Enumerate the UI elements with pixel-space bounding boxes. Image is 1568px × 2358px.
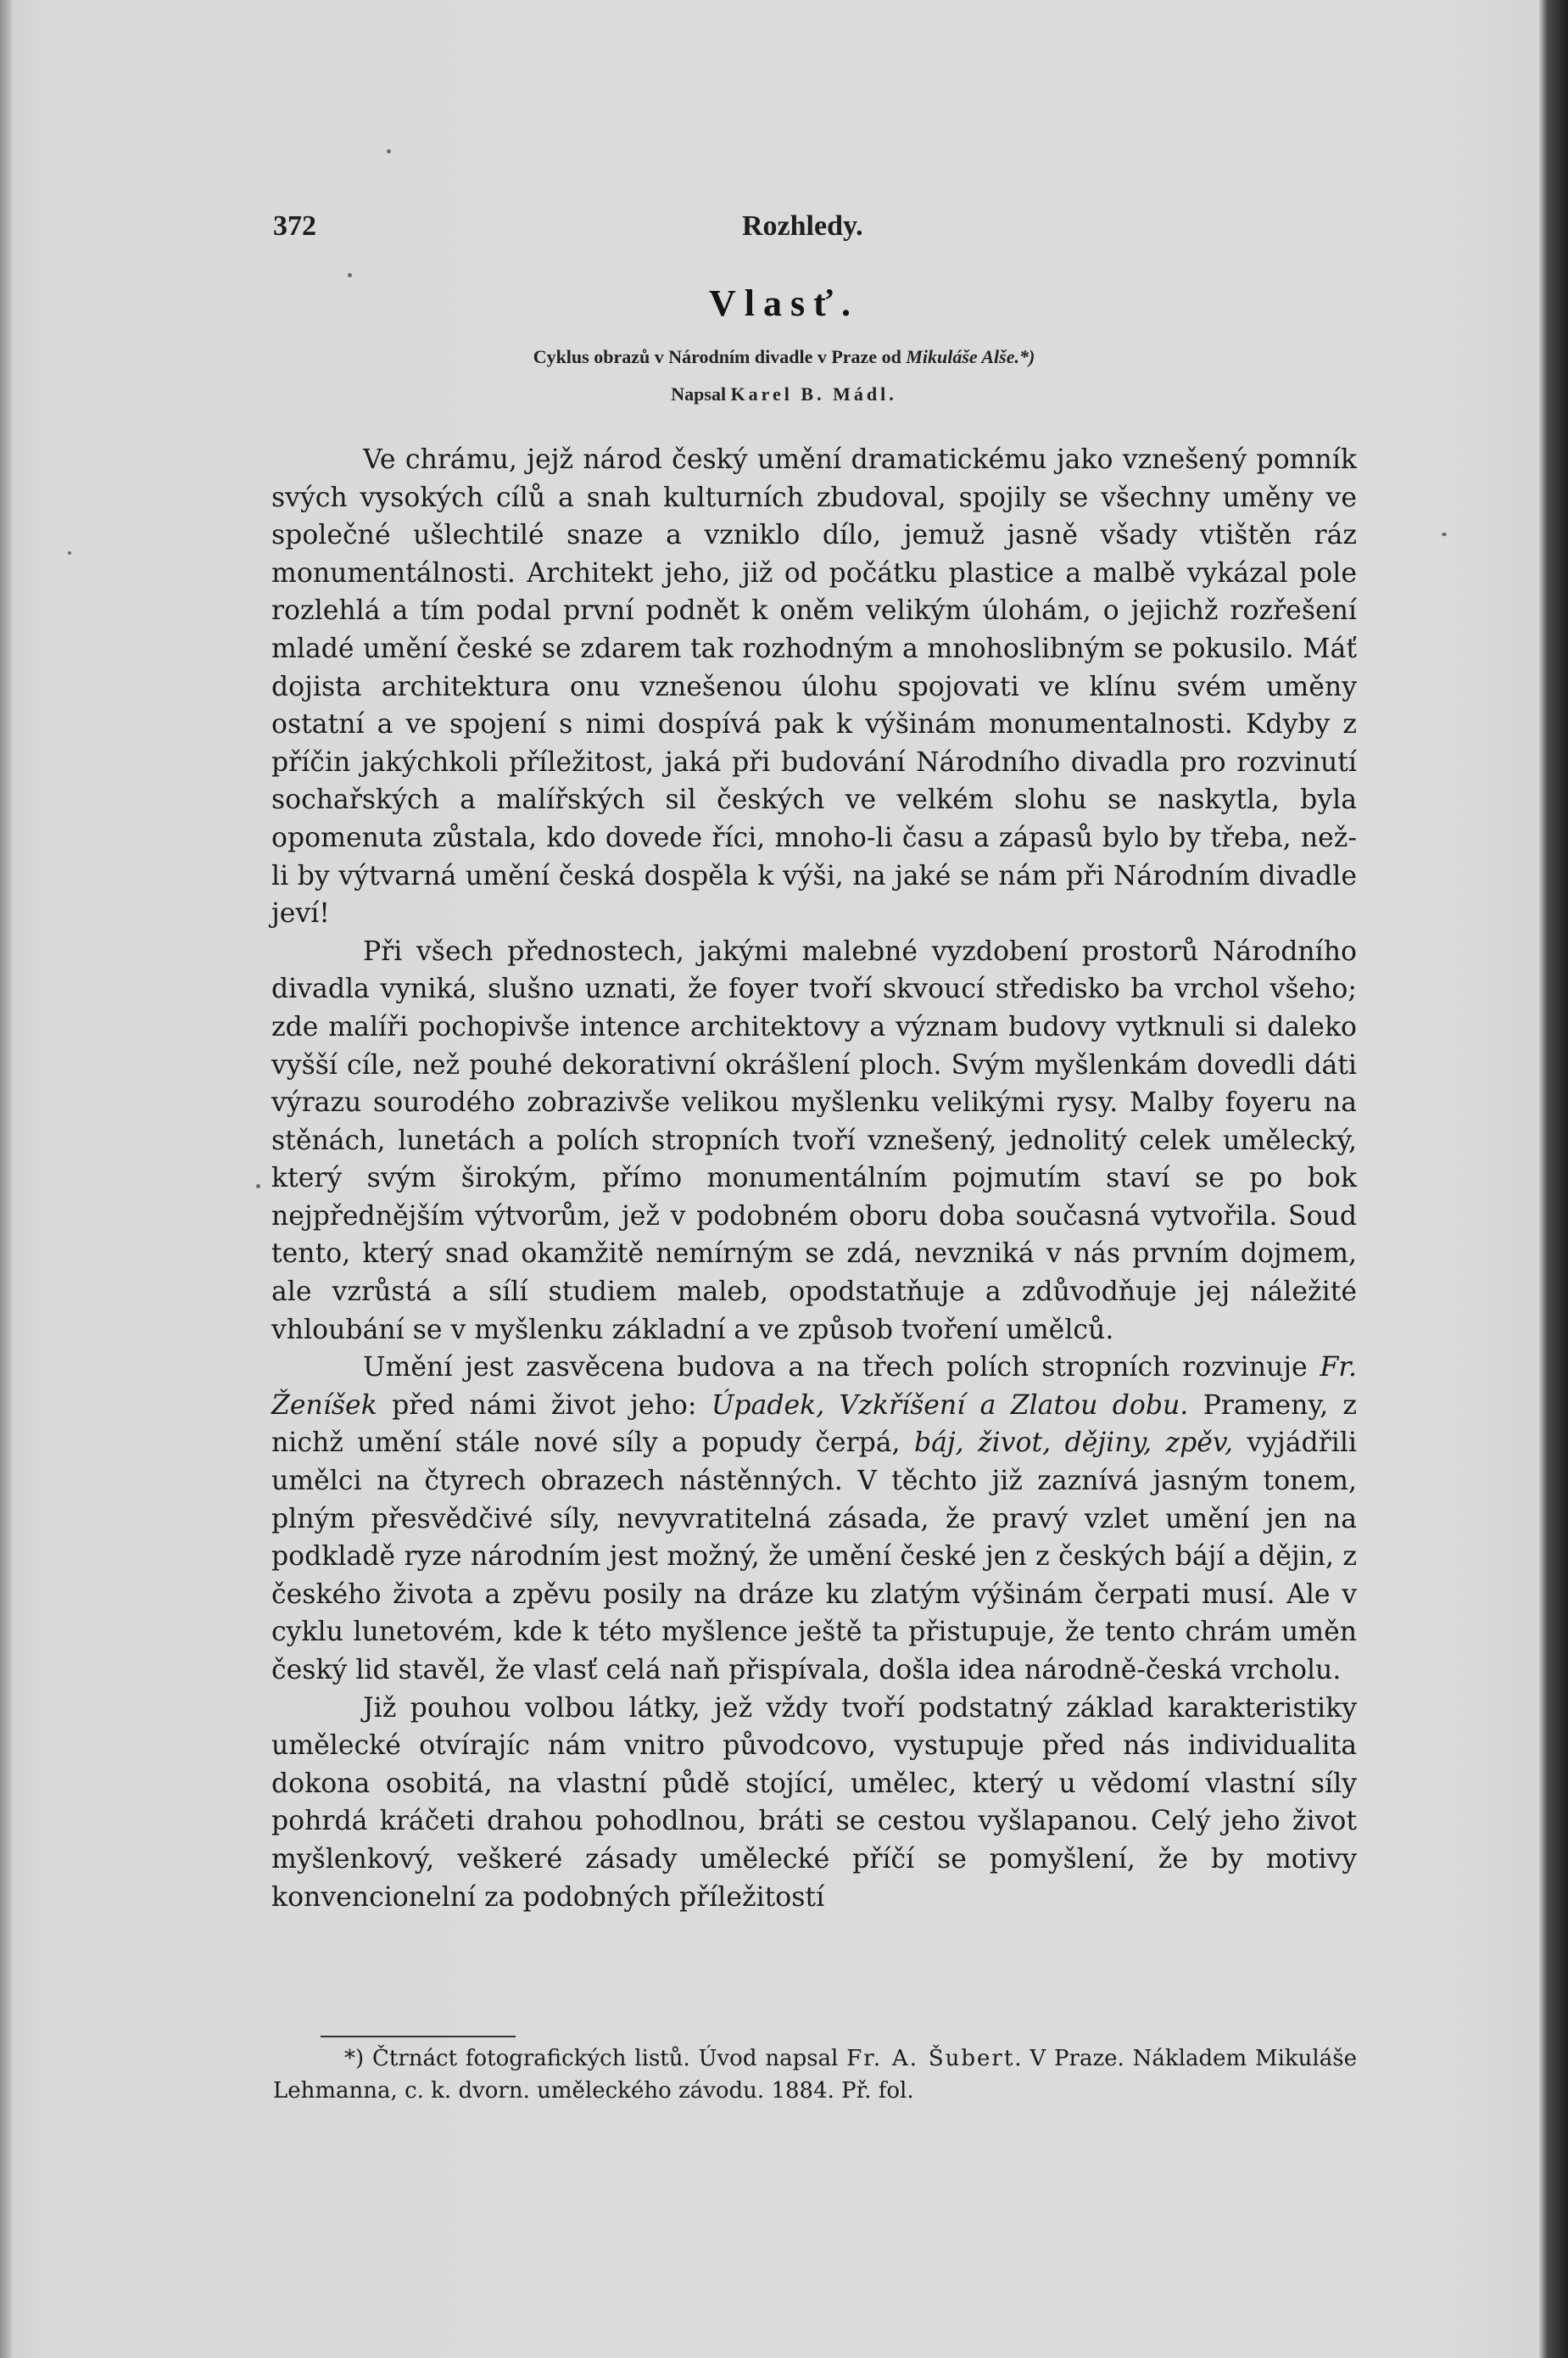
text-run: . V Praze. Nákladem Mikuláše Lehmanna, c. k. dvorn. uměleckého závodu. 1884. Př. fol. (273, 2046, 1357, 2104)
page-number: 372 (273, 210, 316, 242)
subtitle-text: Cyklus obrazů v Národním divadle v Praze od (533, 346, 907, 367)
byline-prefix: Napsal (671, 383, 731, 405)
subtitle-painter: Mikuláše Alše.*) (906, 346, 1035, 367)
article-title: Vlasť. (708, 282, 860, 324)
byline (0, 383, 1568, 405)
italic-run: Fr. Ženíšek (271, 1352, 1357, 1421)
text-run: před námi život jeho: (377, 1389, 711, 1421)
article-subtitle (0, 346, 1568, 368)
dust-speck (1442, 533, 1447, 536)
dust-speck (256, 1184, 260, 1188)
paragraph: Ve chrámu, jejž národ český umění dramatickému jako vznešený pomník svých vysokých cílů a snah kulturních zbudoval, spojily se všechny uměny ve společné ušlechtilé snaze a vzniklo dílo, jemuž jasně všady vtištěn ráz monumentálnosti. Architekt jeho, již od počátku plastice a malbě vykázal pole rozlehlá a tím podal první podnět k oněm velikým úlohám, o jejichž rozřešení mladé umění české se zdarem tak rozhodným a mnohoslibným se pokusilo. Máť dojista architektura onu vznešenou úlohu spojovati ve klínu svém uměny ostatní a ve spojení s nimi dospívá pak k výšinám monumentalnosti. Kdyby z příčin jakýchkoli příležitost, jaká při budování Národního divadla pro rozvinutí sochařských a malířských sil českých ve velkém slohu se naskytla, byla opomenuta zůstala, kdo dovede říci, mnoho-li času a zápasů bylo by třeba, než-li by výtvarná umění česká dospěla k výši, na jaké se nám při Národním divadle jeví! (271, 444, 1357, 930)
article-body (271, 441, 1357, 1916)
running-header (273, 210, 1359, 248)
section-name: Rozhledy. (742, 210, 863, 242)
text-run: *) Čtrnáct fotografických listů. Úvod napsal (344, 2046, 847, 2071)
byline-author: Karel B. Mádl. (730, 383, 897, 405)
footnote-text (273, 2042, 1357, 2107)
footnote (273, 2042, 1357, 2107)
text-run: Prameny, z nichž umění stále nové síly a popudy čerpá, (271, 1389, 1357, 1459)
paragraph: Při všech přednostech, jakými malebné vyzdobení prostorů Národního divadla vyniká, slušno uznati, že foyer tvoří skvoucí středisko ba vrchol všeho; zde malíři pochopivše intence architektovy a význam budovy vytknuli si daleko vyšší cíle, než pouhé dekorativní okrášlení ploch. Svým myšlenkám dovedli dáti výrazu sourodého zobrazivše velikou myšlenku velikými rysy. Malby foyeru na stěnách, lunetách a polích stropních tvoří vznešený, jednolitý celek umělecký, který svým širokým, přímo monumentálním pojmutím staví se po bok nejpřednějším výtvorům, jež v podobném oboru doba současná vytvořila. Soud tento, který snad okamžitě nemírným se zdá, nevzniká v nás prvním dojmem, ale vzrůstá a sílí studiem maleb, opodstatňuje a zdůvodňuje jej náležité vhloubání se v myšlenku základní a ve způsob tvoření umělců. (271, 936, 1357, 1345)
text-run: Umění jest zasvěcena budova a na třech polích stropních rozvinuje (363, 1352, 1320, 1383)
dust-speck (68, 551, 71, 555)
paragraph (271, 1349, 1357, 1689)
footnote-divider (321, 2036, 516, 2037)
italic-run: báj, život, dějiny, zpěv, (913, 1428, 1233, 1459)
text-run: vyjádřili umělci na čtyrech obrazech nástěnných. V těchto již zaznívá jasným tonem, plným přesvědčivé síly, nevyvratitelná zásada, že pravý vzlet umění jen na podkladě ryze národním jest možný, že umění české jen z českých bájí a dějin, z českého života a zpěvu posily na dráze ku zlatým výšinám čerpati musí. Ale v cyklu lunetovém, kde k této myšlence ještě ta přistupuje, že tento chrám uměn český lid stavěl, že vlasť celá naň přispívala, došla idea národně-česká vrcholu. (271, 1428, 1357, 1685)
dust-speck (348, 273, 352, 277)
paragraph: Již pouhou volbou látky, jež vždy tvoří podstatný základ karakteristiky umělecké otvírajíc nám vnitro původcovo, vystupuje před nás individualita dokona osobitá, na vlastní půdě stojící, umělec, který u vědomí vlastní síly pohrdá kráčeti drahou pohodlnou, bráti se cestou vyšlapanou. Celý jeho život myšlenkový, veškeré zásady umělecké příčí se pomyšlení, že by motivy konvencionelní za podobných příležitostí (271, 1692, 1357, 1913)
dust-speck (387, 149, 391, 154)
italic-run: Úpadek, Vzkříšení a Zlatou dobu. (711, 1389, 1189, 1421)
footnote-author: Fr. A. Šubert (846, 2046, 1015, 2071)
